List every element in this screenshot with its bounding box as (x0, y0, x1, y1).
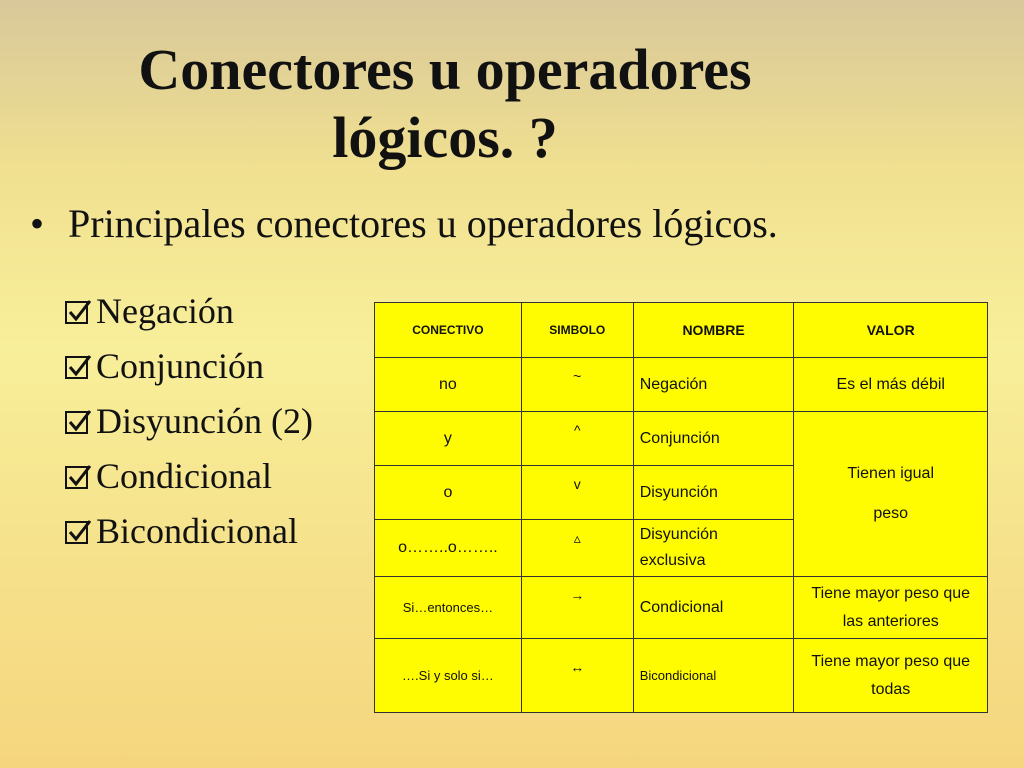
checklist-label: Negación (96, 291, 234, 331)
checklist-item (64, 394, 313, 449)
cell-simbolo: ▵ (521, 520, 633, 577)
checkbox-checked-icon (64, 408, 92, 436)
operators-table (374, 302, 988, 713)
shared-valor-line-2: peso (873, 505, 909, 522)
header-nombre: NOMBRE (633, 303, 794, 358)
checklist-item (64, 504, 313, 559)
cell-nombre: Disyunción (633, 466, 794, 520)
cell-simbolo: ↔ (521, 639, 633, 713)
checklist-label: Condicional (96, 456, 272, 496)
checklist-item (64, 339, 313, 394)
cell-simbolo: v (521, 466, 633, 520)
cell-valor: Es el más débil (794, 358, 988, 412)
table-row (375, 358, 988, 412)
cell-nombre: Disyunción exclusiva (633, 520, 794, 577)
cell-nombre: Bicondicional (633, 639, 794, 713)
title-line-2: lógicos. ? (332, 105, 558, 170)
cell-valor-shared (794, 412, 988, 577)
header-conectivo: CONECTIVO (375, 303, 522, 358)
checklist-label: Bicondicional (96, 511, 298, 551)
shared-valor-line-1: Tienen igual (847, 465, 934, 482)
checklist-label: Disyunción (2) (96, 401, 313, 441)
header-simbolo: SIMBOLO (521, 303, 633, 358)
checklist-label: Conjunción (96, 346, 264, 386)
cell-conectivo: ….Si y solo si… (375, 639, 522, 713)
checkbox-checked-icon (64, 353, 92, 381)
header-valor: VALOR (794, 303, 988, 358)
cell-simbolo: ~ (521, 358, 633, 412)
cell-conectivo: Si…entonces… (375, 577, 522, 639)
table-row (375, 639, 988, 713)
checklist (64, 284, 313, 559)
cell-nombre: Condicional (633, 577, 794, 639)
checkbox-checked-icon (64, 298, 92, 326)
cell-simbolo: → (521, 577, 633, 639)
cell-conectivo: no (375, 358, 522, 412)
cell-nombre: Negación (633, 358, 794, 412)
cell-simbolo: ^ (521, 412, 633, 466)
title-line-1: Conectores u operadores (138, 37, 752, 102)
checkbox-checked-icon (64, 463, 92, 491)
table-row (375, 577, 988, 639)
bullet-text: Principales conectores u operadores lógicos. (68, 201, 778, 246)
cell-conectivo: o (375, 466, 522, 520)
cell-conectivo: o……..o…….. (375, 520, 522, 577)
checklist-item (64, 284, 313, 339)
table-header-row (375, 303, 988, 358)
main-bullet (30, 200, 778, 247)
cell-nombre: Conjunción (633, 412, 794, 466)
checklist-item (64, 449, 313, 504)
checkbox-checked-icon (64, 518, 92, 546)
bullet-dot-icon: • (30, 201, 45, 246)
cell-conectivo: y (375, 412, 522, 466)
slide-title (0, 36, 890, 172)
cell-valor: Tiene mayor peso que todas (794, 639, 988, 713)
table-row (375, 412, 988, 466)
cell-valor: Tiene mayor peso que las anteriores (794, 577, 988, 639)
